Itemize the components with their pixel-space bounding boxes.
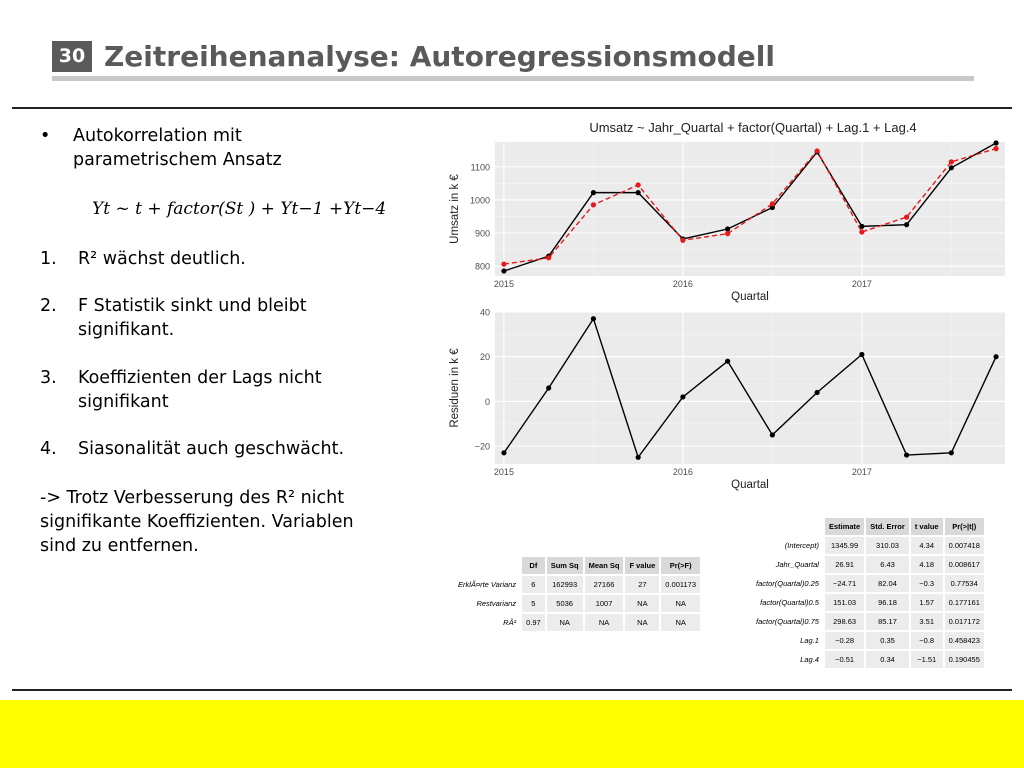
table-cell: 1345.99 xyxy=(825,537,864,554)
table-cell: 0.35 xyxy=(866,632,909,649)
table-cell: NA xyxy=(661,614,700,631)
table-cell: 298.63 xyxy=(825,613,864,630)
data-point xyxy=(680,394,685,399)
row-label: factor(Quartal)0.75 xyxy=(756,617,819,626)
row-label: Restvarianz xyxy=(476,599,517,608)
top-divider xyxy=(12,107,1012,109)
data-point xyxy=(636,190,641,195)
table-cell: 5036 xyxy=(547,595,583,612)
y-tick-label: 800 xyxy=(474,261,490,272)
table-cell: 0.001173 xyxy=(661,576,700,593)
table-cell: 0.190455 xyxy=(945,651,984,668)
data-point xyxy=(949,165,954,170)
table-row xyxy=(752,632,984,649)
data-point xyxy=(501,450,506,455)
data-point xyxy=(815,148,820,153)
data-point xyxy=(546,385,551,390)
data-point xyxy=(993,354,998,359)
table-cell: −1.51 xyxy=(911,651,943,668)
y-tick-label: 20 xyxy=(479,352,490,363)
data-point xyxy=(859,229,864,234)
x-tick-label: 2015 xyxy=(493,467,514,477)
column-header: Mean Sq xyxy=(585,557,624,574)
table-cell: 0.458423 xyxy=(945,632,984,649)
data-point xyxy=(725,231,730,236)
row-label: factor(Quartal)0.5 xyxy=(760,598,819,607)
item-1-num: 1. xyxy=(40,249,57,269)
table-cell: −0.8 xyxy=(911,632,943,649)
table-row xyxy=(752,594,984,611)
table-cell: NA xyxy=(547,614,583,631)
table-cell: 5 xyxy=(522,595,545,612)
table-cell: 82.04 xyxy=(866,575,909,592)
table-cell: 0.017172 xyxy=(945,613,984,630)
x-tick-label: 2016 xyxy=(672,467,693,477)
table-cell: NA xyxy=(625,595,659,612)
title-underline xyxy=(52,76,974,81)
slide-title: Zeitreihenanalyse: Autoregressionsmodell xyxy=(104,40,775,73)
coefficient-table xyxy=(750,516,986,670)
data-point xyxy=(501,268,506,273)
table-cell: 27166 xyxy=(585,576,624,593)
row-label: Lag.1 xyxy=(800,636,819,645)
conclusion-line-1: -> Trotz Verbesserung des R² nicht xyxy=(40,488,345,508)
residuals-line-chart xyxy=(440,306,1010,496)
item-3-text-line2: signifikant xyxy=(78,392,169,412)
data-point xyxy=(680,238,685,243)
y-tick-label: 0 xyxy=(484,396,490,407)
bullet-text-line2: parametrischem Ansatz xyxy=(73,150,282,170)
column-header: t value xyxy=(911,518,943,535)
data-point xyxy=(993,140,998,145)
table-cell: 27 xyxy=(625,576,659,593)
table-cell: −24.71 xyxy=(825,575,864,592)
y-axis-title: Umsatz in k € xyxy=(449,174,461,244)
data-point xyxy=(725,226,730,231)
table-cell: 0.008617 xyxy=(945,556,984,573)
table-cell: 85.17 xyxy=(866,613,909,630)
plot-panel xyxy=(495,312,1005,464)
column-header: Pr(>|t|) xyxy=(945,518,984,535)
x-tick-label: 2016 xyxy=(672,279,693,289)
row-label: RÂ² xyxy=(503,618,517,627)
table-cell: 0.177161 xyxy=(945,594,984,611)
bullet-text: Autokorrelation mit xyxy=(73,126,242,146)
bullet-marker: • xyxy=(40,126,51,146)
data-point xyxy=(636,455,641,460)
data-point xyxy=(859,352,864,357)
table-row xyxy=(454,576,700,593)
x-tick-label: 2017 xyxy=(851,467,872,477)
data-point xyxy=(904,452,909,457)
item-1-text: R² wächst deutlich. xyxy=(78,249,246,269)
table-cell: −0.28 xyxy=(825,632,864,649)
y-tick-label: 40 xyxy=(479,307,490,318)
data-point xyxy=(949,159,954,164)
row-label: (Intercept) xyxy=(784,541,819,550)
table-cell: 6.43 xyxy=(866,556,909,573)
chart-title: Umsatz ~ Jahr_Quartal + factor(Quartal) + Lag.1 + Lag.4 xyxy=(589,120,917,135)
data-point xyxy=(591,190,596,195)
item-2-num: 2. xyxy=(40,296,57,316)
column-header: Std. Error xyxy=(866,518,909,535)
table-cell: 0.77534 xyxy=(945,575,984,592)
item-3-text: Koeffizienten der Lags nicht xyxy=(78,368,322,388)
data-point xyxy=(501,261,506,266)
y-axis-title: Residuen in k € xyxy=(449,348,461,428)
row-label: Jahr_Quartal xyxy=(775,560,819,569)
footer-band xyxy=(0,700,1024,768)
table-cell: 4.34 xyxy=(911,537,943,554)
table-cell: 310.03 xyxy=(866,537,909,554)
conclusion-line-3: sind zu entfernen. xyxy=(40,536,199,556)
table-cell: 0.007418 xyxy=(945,537,984,554)
x-axis-title: Quartal xyxy=(731,291,769,303)
table-cell: 96.18 xyxy=(866,594,909,611)
column-header: F value xyxy=(625,557,659,574)
y-tick-label: −20 xyxy=(474,441,490,452)
item-2-text-line2: signifikant. xyxy=(78,320,175,340)
y-tick-label: 1100 xyxy=(470,162,490,173)
data-point xyxy=(904,222,909,227)
table-row xyxy=(752,651,984,668)
item-4-num: 4. xyxy=(40,439,57,459)
slide-number: 30 xyxy=(52,41,92,72)
data-point xyxy=(725,359,730,364)
data-point xyxy=(904,215,909,220)
table-row xyxy=(454,614,700,631)
bottom-divider xyxy=(12,689,1012,691)
row-label: factor(Quartal)0.25 xyxy=(756,579,819,588)
table-cell: 3.51 xyxy=(911,613,943,630)
table-row xyxy=(752,575,984,592)
table-cell: −0.3 xyxy=(911,575,943,592)
column-header: Estimate xyxy=(825,518,864,535)
data-point xyxy=(591,202,596,207)
data-point xyxy=(993,146,998,151)
table-row xyxy=(752,613,984,630)
item-2-text: F Statistik sinkt und bleibt xyxy=(78,296,307,316)
umsatz-line-chart xyxy=(440,112,1010,304)
model-formula: Yt ~ t + factor(St ) + Yt−1 +Yt−4 xyxy=(92,199,387,219)
plot-panel xyxy=(495,142,1005,276)
column-header: Pr(>F) xyxy=(661,557,700,574)
x-tick-label: 2015 xyxy=(493,279,514,289)
table-cell: 6 xyxy=(522,576,545,593)
table-cell: −0.51 xyxy=(825,651,864,668)
table-row xyxy=(752,537,984,554)
data-point xyxy=(770,432,775,437)
item-4-text: Siasonalität auch geschwächt. xyxy=(78,439,345,459)
table-row xyxy=(752,556,984,573)
data-point xyxy=(949,450,954,455)
data-point xyxy=(546,255,551,260)
table-cell: 162993 xyxy=(547,576,583,593)
table-cell: 1.57 xyxy=(911,594,943,611)
table-cell: 0.34 xyxy=(866,651,909,668)
table-row xyxy=(454,595,700,612)
table-cell: 4.18 xyxy=(911,556,943,573)
conclusion-line-2: signifikante Koeffizienten. Variablen xyxy=(40,512,354,532)
item-3-num: 3. xyxy=(40,368,57,388)
row-label: Lag.4 xyxy=(800,655,819,664)
table-cell: 151.03 xyxy=(825,594,864,611)
row-label: ErklÃ¤rte Varianz xyxy=(458,580,517,589)
x-tick-label: 2017 xyxy=(851,279,872,289)
table-cell: NA xyxy=(661,595,700,612)
data-point xyxy=(770,201,775,206)
table-cell: 26.91 xyxy=(825,556,864,573)
y-tick-label: 1000 xyxy=(469,195,490,206)
column-header: Sum Sq xyxy=(547,557,583,574)
table-cell: 0.97 xyxy=(522,614,545,631)
data-point xyxy=(815,390,820,395)
anova-table xyxy=(452,555,702,633)
table-cell: NA xyxy=(585,614,624,631)
column-header: Df xyxy=(522,557,545,574)
table-cell: 1007 xyxy=(585,595,624,612)
data-point xyxy=(636,182,641,187)
table-cell: NA xyxy=(625,614,659,631)
y-tick-label: 900 xyxy=(474,228,490,239)
data-point xyxy=(591,316,596,321)
x-axis-title: Quartal xyxy=(731,479,769,491)
